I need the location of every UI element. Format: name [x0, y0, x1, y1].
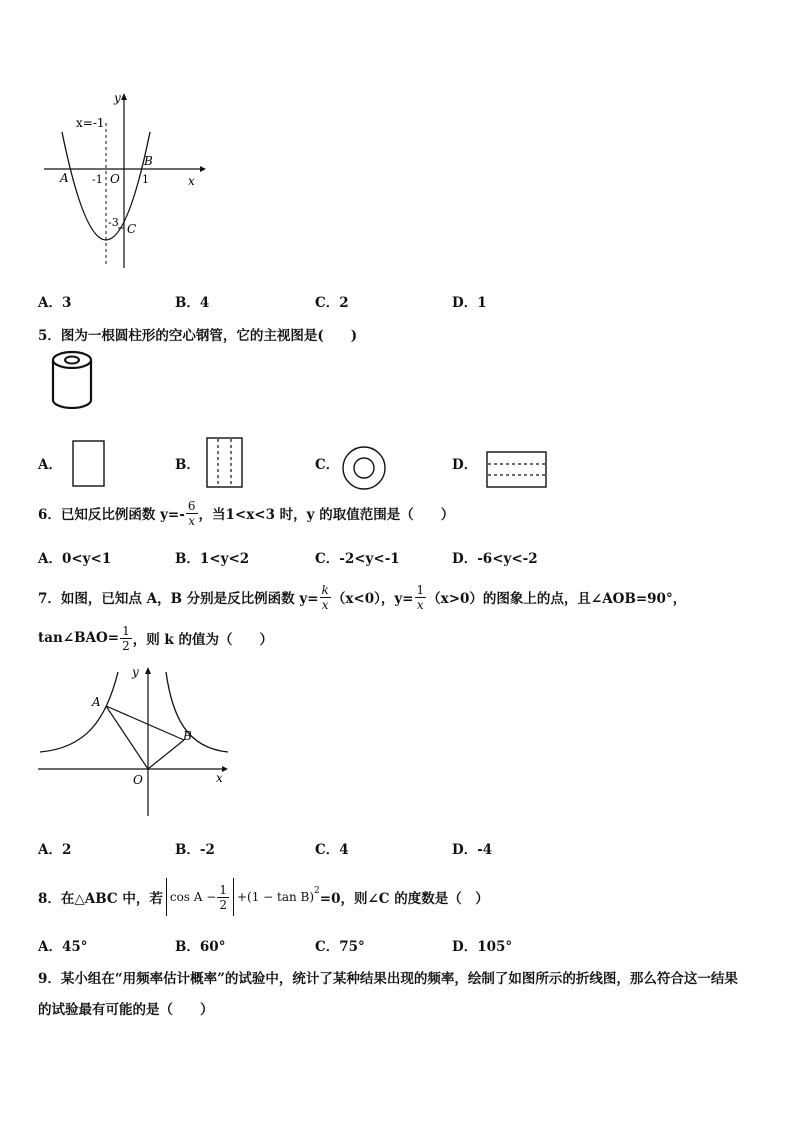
- q6-stem: [38, 496, 454, 530]
- q7-option-c: C．4: [315, 842, 349, 858]
- q4-tick-1: 1: [142, 173, 149, 186]
- q8-fraction-numerator: 1: [219, 882, 227, 897]
- q4-option-b: B．4: [175, 295, 210, 311]
- q7-fraction3-numerator: 1: [122, 623, 130, 638]
- q8-stem-part-b: =0，则∠C 的度数是（ ）: [319, 891, 489, 907]
- q7-stem-part-b: （x<0），y=: [331, 591, 414, 607]
- q7-fraction1-denominator: x: [321, 597, 329, 612]
- q7-option-a: A．2: [38, 842, 72, 858]
- q4-point-b: B: [144, 154, 153, 168]
- q8-fraction: [217, 883, 229, 912]
- q8-exponent: 2: [314, 886, 320, 896]
- q6-option-a: A．0<y<1: [38, 551, 112, 567]
- q4-option-a: A．3: [38, 295, 72, 311]
- q5-option-c-rings: [341, 445, 387, 491]
- q4-point-c: C: [127, 222, 137, 236]
- q5-option-d-letter: D．: [452, 457, 478, 473]
- q4-parabola-figure: [40, 88, 210, 273]
- q6-fraction-numerator: 6: [187, 498, 196, 513]
- q6-stem-part-a: 6．已知反比例函数 y=-: [38, 507, 185, 523]
- q8-stem-part-a: 8．在△ABC 中，若: [38, 891, 163, 907]
- q5-stem: 5．图为一根圆柱形的空心钢管，它的主视图是( ): [38, 328, 358, 344]
- q8-rest: +(1 − tan B): [236, 890, 315, 904]
- q8-cos-text: cos A −: [169, 890, 217, 904]
- q4-point-a: A: [60, 171, 69, 185]
- q8-option-b: B．60°: [175, 939, 226, 955]
- q6-stem-part-b: ，当1<x<3 时，y 的取值范围是（ ）: [198, 507, 455, 523]
- q7-fraction-1-over-x: [415, 583, 427, 612]
- q7-origin: O: [133, 773, 143, 787]
- q9-stem-line2: 的试验最有可能的是（ ）: [38, 1002, 214, 1018]
- q7-fraction3-denominator: 2: [122, 638, 130, 653]
- q7-y-label: y: [132, 665, 139, 679]
- q7-stem-part-c: （x>0）的图象上的点，且∠AOB=90°，: [427, 591, 687, 607]
- q7-fraction2-denominator: x: [416, 597, 424, 612]
- q7-fraction-1-over-2: [120, 624, 132, 653]
- q7-stem-part-a: 7．如图，已知点 A，B 分别是反比例函数 y=: [38, 591, 319, 607]
- q7-fraction2-numerator: 1: [416, 582, 425, 597]
- q4-option-d: D．1: [452, 295, 487, 311]
- q7-left-branch: [40, 672, 118, 752]
- q5-option-b-letter: B．: [175, 457, 200, 473]
- q7-stem-line2: [38, 620, 273, 656]
- q7-line2-part-a: tan∠BAO=: [38, 630, 120, 646]
- q4-tick-neg3: -3: [108, 216, 119, 229]
- q7-stem-line1: [38, 579, 686, 615]
- q4-y-label: y: [114, 91, 121, 105]
- q6-option-b: B．1<y<2: [175, 551, 250, 567]
- q6-fraction-denominator: x: [188, 513, 196, 528]
- q5-option-a-letter: A．: [38, 457, 62, 473]
- q4-origin: O: [110, 172, 120, 186]
- q5-option-b-dashed-rectangle: [206, 437, 244, 489]
- q8-stem: [38, 876, 489, 918]
- q7-x-label: x: [216, 771, 223, 785]
- q7-option-d: D．-4: [452, 842, 493, 858]
- q8-option-a: A．45°: [38, 939, 88, 955]
- q6-option-d: D．-6<y<-2: [452, 551, 538, 567]
- q4-tick-neg1: -1: [92, 173, 103, 186]
- q7-fraction-k-over-x: [320, 583, 331, 612]
- q5-option-d-horizontal-rectangle: [486, 450, 548, 490]
- q5-option-c-letter: C．: [315, 457, 340, 473]
- q5-option-a-rectangle: [72, 440, 106, 488]
- q7-option-b: B．-2: [175, 842, 215, 858]
- q6-option-c: C．-2<y<-1: [315, 551, 400, 567]
- q8-option-d: D．105°: [452, 939, 513, 955]
- q4-x-label: x: [188, 174, 195, 188]
- q7-right-branch: [166, 672, 228, 752]
- q8-fraction-denominator: 2: [219, 897, 227, 912]
- q6-fraction: [186, 499, 198, 528]
- q7-point-b: B: [183, 729, 192, 743]
- q7-line2-part-b: ，则 k 的值为（ ）: [132, 632, 273, 648]
- q7-point-a: A: [92, 695, 101, 709]
- q4-option-c: C．2: [315, 295, 349, 311]
- q8-option-c: C．75°: [315, 939, 365, 955]
- q5-hollow-cylinder-figure: [50, 348, 94, 412]
- q7-hyperbola-figure: [36, 660, 232, 820]
- q9-stem-line1: 9．某小组在“用频率估计概率”的试验中，统计了某种结果出现的频率，绘制了如图所示的折线图，那么符合这一结果: [38, 971, 738, 987]
- q4-line-label: x=-1: [76, 116, 105, 130]
- q7-fraction1-numerator: k: [321, 582, 329, 597]
- q8-absolute-value: [166, 878, 234, 916]
